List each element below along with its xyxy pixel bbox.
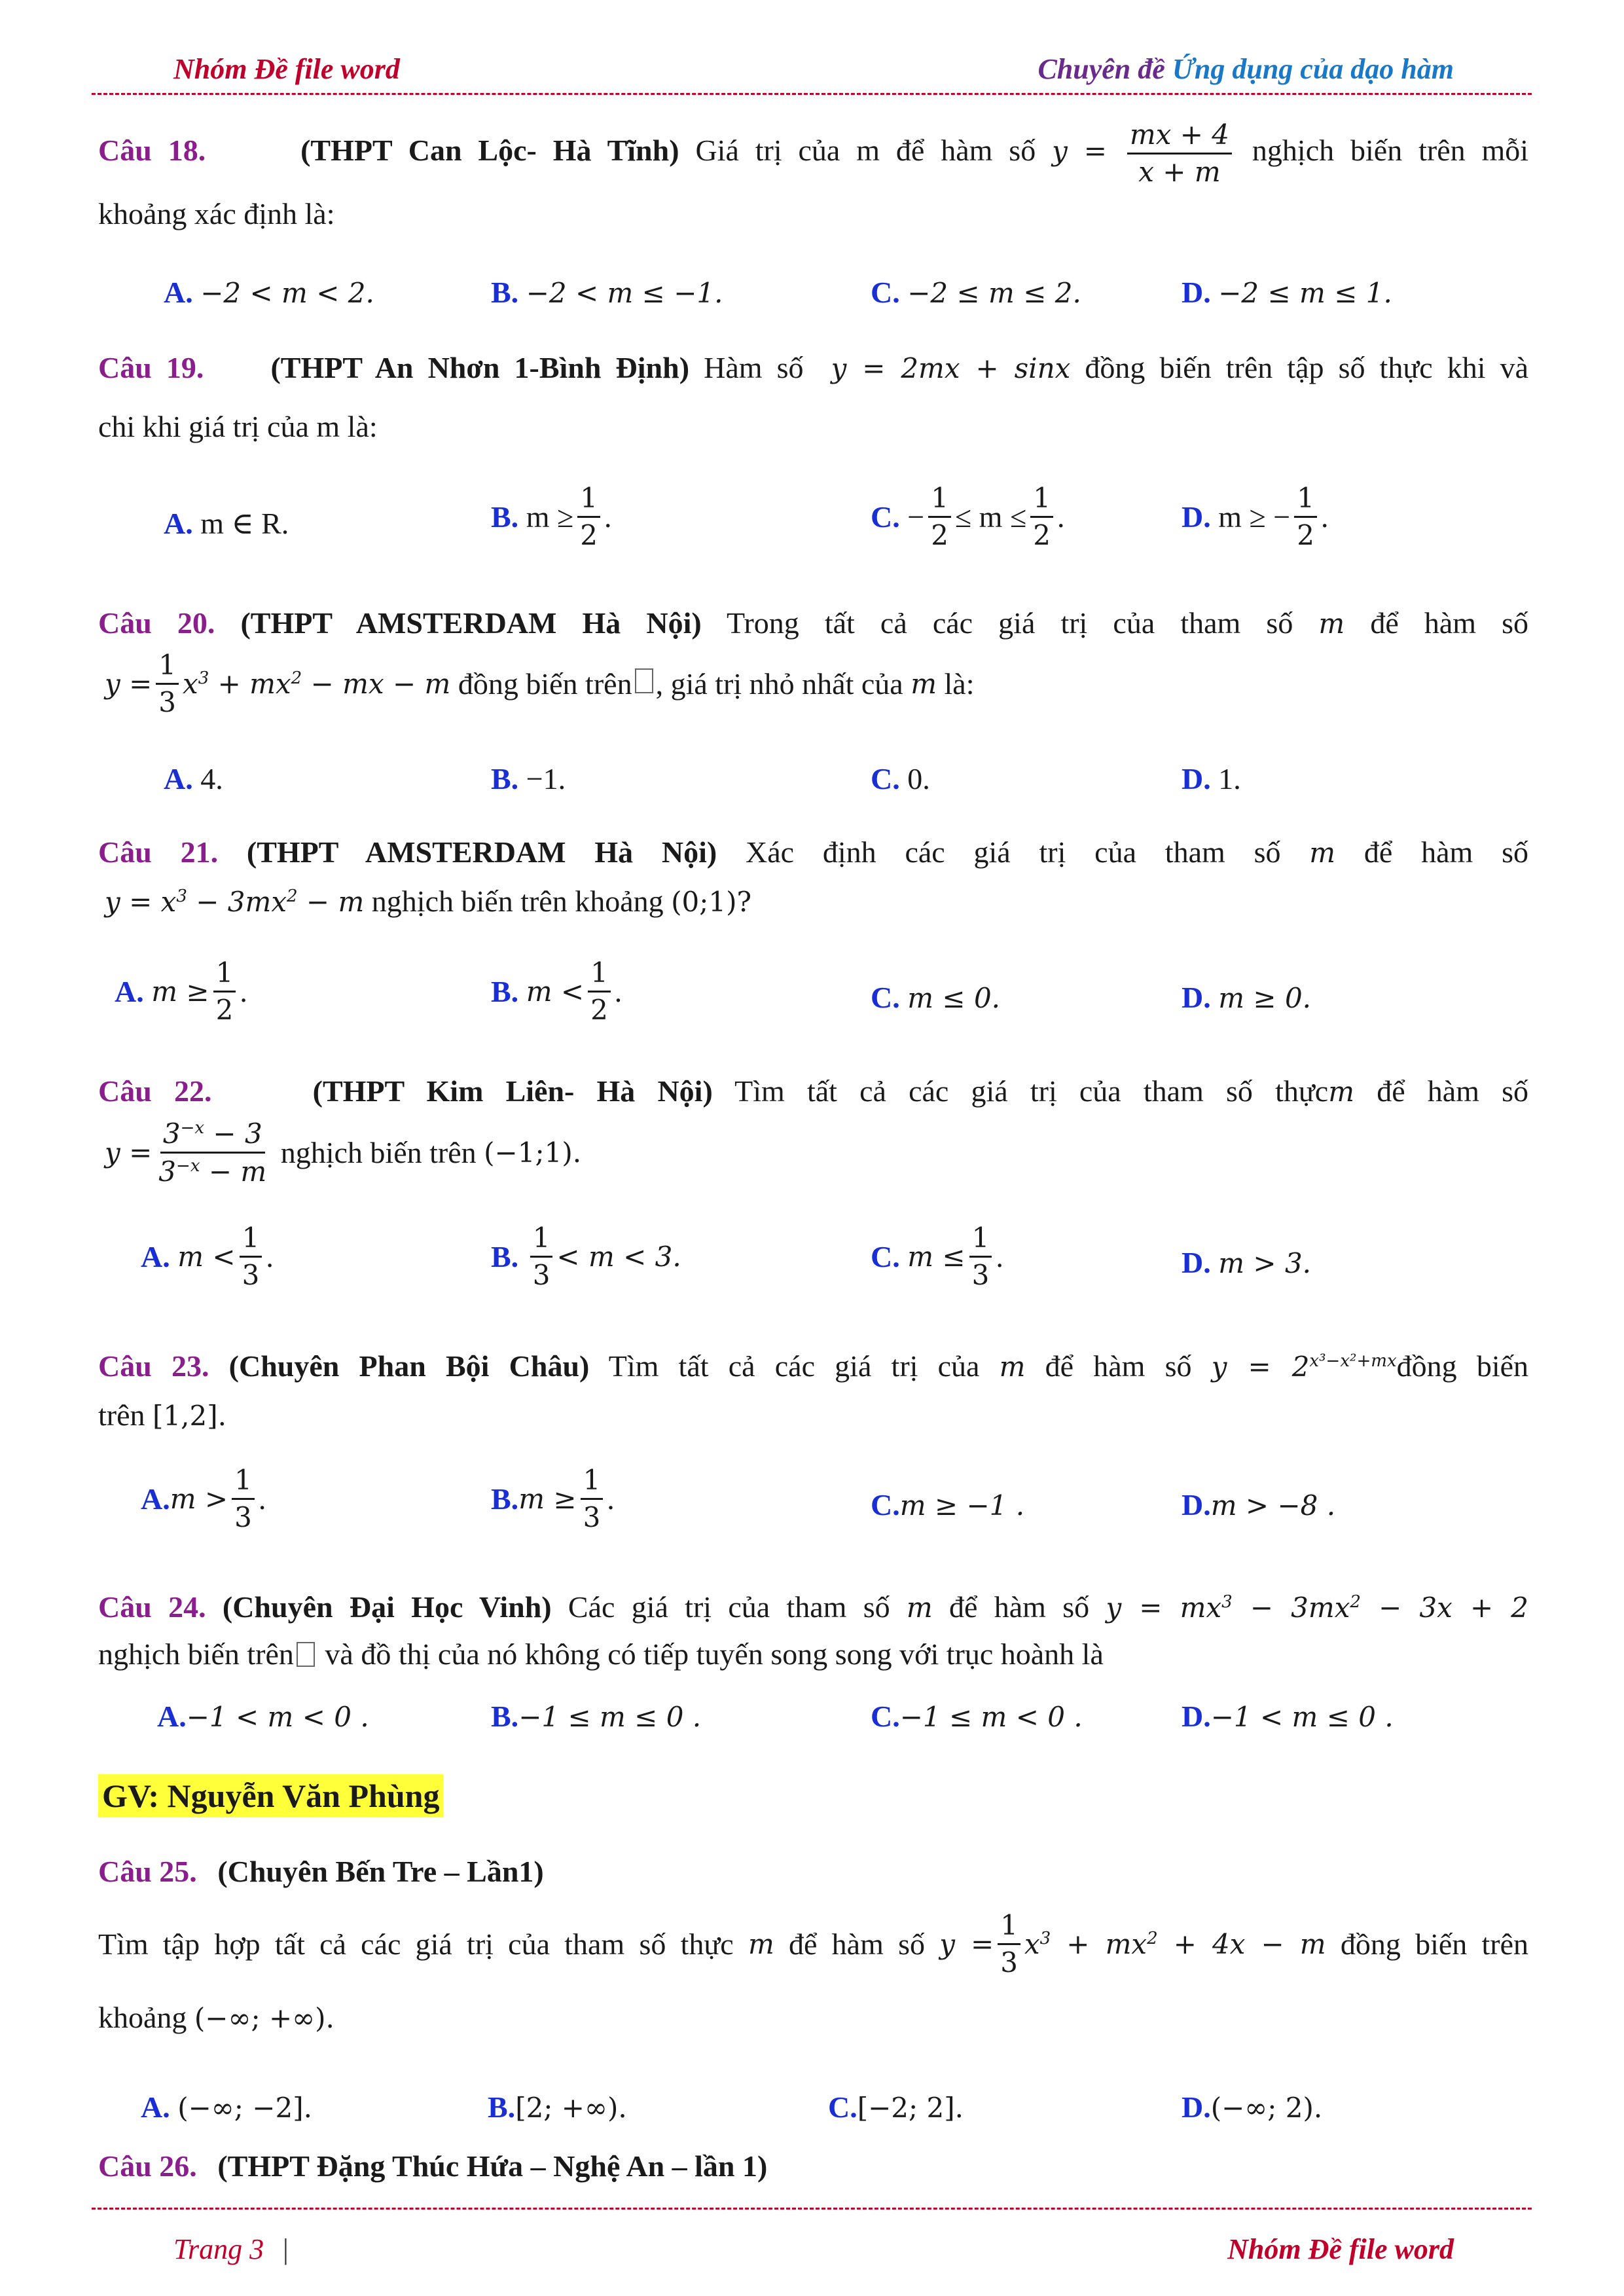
- real-set-icon: [635, 668, 653, 693]
- q19-line1: [98, 350, 1528, 385]
- q24-text-d: và đồ thị của nó không có tiếp tuyến song song với trục hoành là: [325, 1637, 1104, 1671]
- q21-line1: Câu 21. (THPT AMSTERDAM Hà Nội) Xác định các giá trị của tham số m để hàm số: [98, 835, 1529, 869]
- q20-text-a: Trong tất cả các giá trị của tham số: [726, 606, 1293, 640]
- q20-text-e: là:: [944, 667, 975, 701]
- q21-text-a: Xác định các giá trị của tham số: [746, 835, 1281, 869]
- q19-text-b: đồng biến trên tập số thực khi và: [1085, 351, 1529, 384]
- header-right-highlight: Ứng dụng của dạo hàm: [1172, 53, 1454, 85]
- q19-option-d[interactable]: D. m ≥ − $\frac{1}{2}$ .: [1182, 482, 1329, 551]
- q21-text-c: nghịch biến trên khoảng: [371, 884, 664, 918]
- q23-text-d: trên: [98, 1398, 145, 1432]
- q25-option-b[interactable]: B.[2; +∞).: [488, 2090, 627, 2124]
- q18-option-a[interactable]: A. −2 < m < 2.: [164, 276, 374, 309]
- q25-text-a: Tìm tập hợp tất cả các giá trị của tham số thực: [98, 1927, 734, 1961]
- q19-option-c[interactable]: C. − $\frac{1}{2}$ ≤ m ≤ $\frac{1}{2}$ .: [871, 482, 1065, 551]
- q25-header: [98, 1854, 544, 1889]
- q20-number: Câu 20.: [98, 606, 215, 640]
- q20-source: (THPT AMSTERDAM Hà Nội): [240, 606, 702, 640]
- q23-text-c: đồng biến: [1396, 1349, 1529, 1383]
- q24-option-c[interactable]: C.−1 ≤ m < 0 .: [871, 1700, 1083, 1733]
- q25-text-c: đồng biến trên: [1340, 1927, 1529, 1961]
- q25-text-b: để hàm số: [789, 1927, 925, 1961]
- q18-number: Câu 18.: [98, 134, 206, 168]
- q20-option-a[interactable]: A. 4.: [164, 762, 223, 795]
- q24-number: Câu 24.: [98, 1590, 206, 1624]
- q21-number: Câu 21.: [98, 835, 219, 869]
- q19-number: Câu 19.: [98, 351, 204, 384]
- q23-text-a: Tìm tất cả các giá trị của: [608, 1349, 980, 1383]
- q19-text-a: Hàm số: [704, 351, 804, 384]
- q24-option-b[interactable]: B.−1 ≤ m ≤ 0 .: [491, 1700, 702, 1733]
- q21-option-c[interactable]: C. m ≤ 0.: [871, 981, 1001, 1014]
- q22-text-a: Tìm tất cả các giá trị của tham số thực: [734, 1074, 1329, 1108]
- q25-line2: khoảng (−∞; +∞).: [98, 2001, 334, 2034]
- q20-text-d: , giá trị nhỏ nhất của: [655, 667, 903, 701]
- q19-option-a[interactable]: A. m ∈ R.: [164, 507, 289, 540]
- q20-option-c[interactable]: C. 0.: [871, 762, 930, 795]
- q21-source: (THPT AMSTERDAM Hà Nội): [246, 835, 717, 869]
- q21-option-d[interactable]: D. m ≥ 0.: [1182, 981, 1312, 1014]
- q20-text-c: đồng biến trên: [458, 667, 632, 701]
- q25-option-a[interactable]: A. (−∞; −2].: [141, 2090, 312, 2124]
- q22-option-a[interactable]: A. m < $\frac{1}{3}$ .: [141, 1222, 274, 1291]
- q25-option-c[interactable]: C.[−2; 2].: [828, 2090, 964, 2124]
- real-set-icon: [297, 1642, 315, 1667]
- header-rule: [92, 93, 1532, 95]
- q26-header: [98, 2149, 767, 2183]
- q22-option-b[interactable]: B. $\frac{1}{3}$ < m < 3.: [491, 1222, 681, 1291]
- q25-source: (Chuyên Bến Tre – Lần1): [217, 1855, 544, 1888]
- q18-formula: y = $\frac{mx + 4}{x + m}$: [1052, 134, 1236, 167]
- header-left: Nhóm Đề file word: [173, 53, 400, 85]
- footer-right: Nhóm Đề file word: [1227, 2233, 1454, 2265]
- teacher-label: GV: Nguyễn Văn Phùng: [98, 1774, 443, 1817]
- q24-line2: [98, 1637, 1104, 1671]
- q24-text-b: để hàm số: [949, 1590, 1090, 1624]
- header-right-prefix: Chuyên đề: [1038, 53, 1172, 85]
- q21-line2: $y = x^3 - 3mx^2 - m$ nghịch biến trên khoảng (0;1)?: [105, 884, 752, 918]
- q23-line1: Câu 23. (Chuyên Phan Bội Châu) Tìm tất cả các giá trị của m để hàm số $y = 2^{x^3-x^2+mx}đồng$ biến: [98, 1349, 1529, 1383]
- q18-option-d[interactable]: D. −2 ≤ m ≤ 1.: [1182, 276, 1392, 309]
- q23-option-c[interactable]: C.m ≥ −1 .: [871, 1488, 1025, 1522]
- q22-option-d[interactable]: D. m > 3.: [1182, 1246, 1312, 1279]
- q22-source: (THPT Kim Liên- Hà Nội): [312, 1074, 713, 1108]
- header-right: [1038, 52, 1454, 86]
- q25-option-d[interactable]: D.(−∞; 2).: [1182, 2090, 1323, 2124]
- q21-option-a[interactable]: A. m ≥ $\frac{1}{2}$ .: [115, 957, 247, 1026]
- q23-line2: trên [1,2].: [98, 1398, 226, 1432]
- q20-text-b: để hàm số: [1370, 606, 1529, 640]
- q23-option-a[interactable]: A.m > $\frac{1}{3}$ .: [141, 1464, 266, 1533]
- q21-text-b: để hàm số: [1363, 835, 1529, 869]
- q25-number: Câu 25.: [98, 1855, 197, 1888]
- q24-option-a[interactable]: A.−1 < m < 0 .: [157, 1700, 369, 1733]
- q22-number: Câu 22.: [98, 1074, 212, 1108]
- q18-option-b[interactable]: B. −2 < m ≤ −1.: [491, 276, 723, 309]
- q23-text-b: để hàm số: [1045, 1349, 1192, 1383]
- q24-source: (Chuyên Đại Học Vinh): [222, 1590, 552, 1624]
- q18-text-c: khoảng xác định là:: [98, 197, 335, 230]
- q24-text-a: Các giá trị của tham số: [568, 1590, 890, 1624]
- q23-option-d[interactable]: D.m > −8 .: [1182, 1488, 1336, 1522]
- footer-separator: |: [283, 2233, 289, 2265]
- q24-option-d[interactable]: D.−1 < m ≤ 0 .: [1182, 1700, 1394, 1733]
- q19-option-b[interactable]: B. m ≥ $\frac{1}{2}$ .: [491, 482, 612, 551]
- q24-text-c: nghịch biến trên: [98, 1637, 294, 1671]
- footer-page-number: Trang 3: [173, 2233, 264, 2265]
- q19-text-c: chi khi giá trị của m là:: [98, 410, 378, 443]
- q23-number: Câu 23.: [98, 1349, 209, 1383]
- q25-line1: Tìm tập hợp tất cả các giá trị của tham số thực m để hàm số y = $\frac{1}{3}$ $x^3 + mx^2 + 4x - m$ đồng biến trên: [98, 1909, 1529, 1978]
- q24-line1: Câu 24. (Chuyên Đại Học Vinh) Các giá trị của tham số m để hàm số $y = mx^3 - 3mx^2 - 3x + 2$: [98, 1590, 1529, 1624]
- q22-line1: Câu 22. (THPT Kim Liên- Hà Nội) Tìm tất cả các giá trị của tham số thựcm để hàm số: [98, 1074, 1529, 1108]
- q20-line1: Câu 20. (THPT AMSTERDAM Hà Nội) Trong tất cả các giá trị của tham số m để hàm số: [98, 606, 1529, 640]
- q22-line2: y = $\frac{3^{-x} - 3}{3^{-x} - m}$ nghịch biến trên (−1;1).: [105, 1118, 582, 1188]
- q23-option-b[interactable]: B.m ≥ $\frac{1}{3}$ .: [491, 1464, 615, 1533]
- footer-rule: [92, 2208, 1532, 2210]
- q18-text-a: Giá trị của m để hàm số: [695, 134, 1036, 168]
- q18-text-b: nghịch biến trên mỗi: [1252, 134, 1529, 168]
- q18-source: (THPT Can Lộc- Hà Tĩnh): [300, 134, 679, 168]
- q25-text-d: khoảng: [98, 2001, 187, 2034]
- q19-source: (THPT An Nhơn 1-Bình Định): [270, 351, 690, 384]
- q23-source: (Chuyên Phan Bội Châu): [228, 1349, 590, 1383]
- q22-option-c[interactable]: C. m ≤ $\frac{1}{3}$ .: [871, 1222, 1003, 1291]
- q20-option-d[interactable]: D. 1.: [1182, 762, 1241, 795]
- q20-option-b[interactable]: B. −1.: [491, 762, 566, 795]
- q22-text-c: nghịch biến trên: [280, 1136, 477, 1169]
- q20-line2: y = $\frac{1}{3}$ $x^3 + mx^2$ − mx − m đồng biến trên , giá trị nhỏ nhất của m là:: [105, 649, 975, 718]
- q22-text-b: để hàm số: [1377, 1074, 1529, 1108]
- q26-source: (THPT Đặng Thúc Hứa – Nghệ An – lần 1): [217, 2149, 768, 2183]
- q19-formula: y = 2mx + sinx: [831, 352, 1071, 384]
- q26-number: Câu 26.: [98, 2149, 197, 2183]
- q18-line1: [98, 118, 1529, 188]
- q21-option-b[interactable]: B. m < $\frac{1}{2}$ .: [491, 957, 623, 1026]
- q18-option-c[interactable]: C. −2 ≤ m ≤ 2.: [871, 276, 1081, 309]
